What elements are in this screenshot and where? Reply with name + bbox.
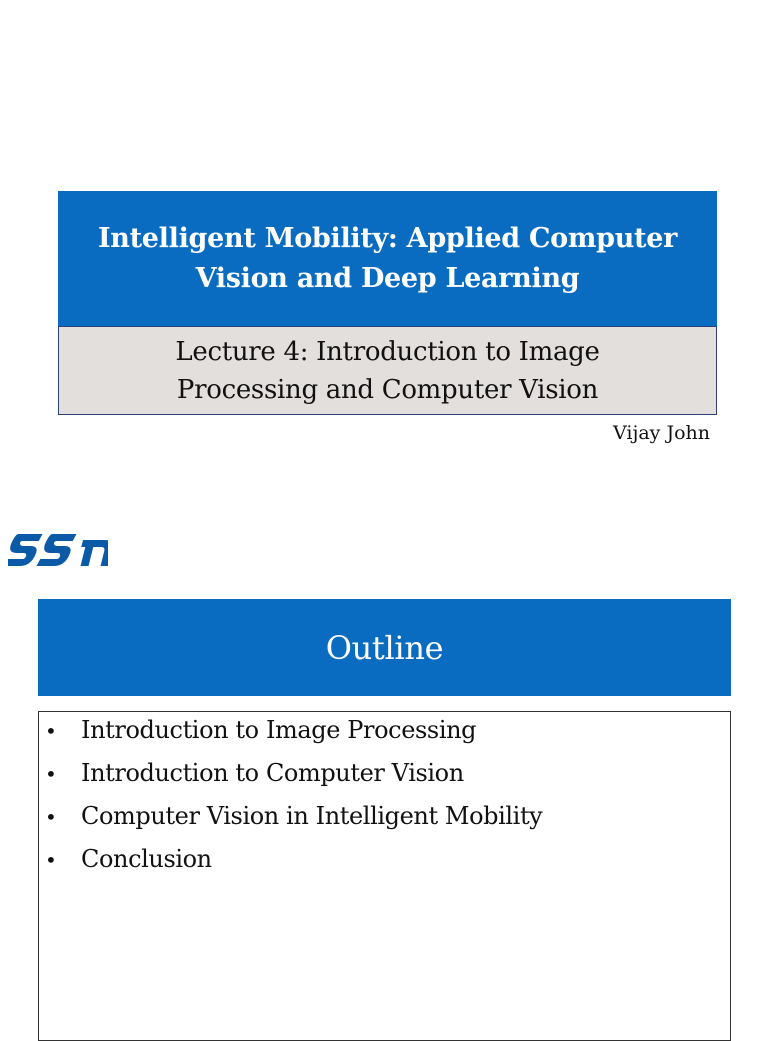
outline-item-text: Conclusion: [81, 845, 212, 873]
outline-content-box: [38, 711, 731, 1041]
bullet-icon: •: [45, 762, 57, 786]
bullet-icon: •: [45, 848, 57, 872]
outline-item: [39, 716, 730, 759]
outline-banner: [38, 599, 731, 696]
lecture-subtitle-box: [58, 326, 717, 415]
outline-list: [39, 716, 730, 888]
ssn-logo-graphic: [8, 528, 108, 572]
ssn-logo: [8, 528, 108, 572]
outline-item-text: Introduction to Image Processing: [81, 716, 477, 744]
outline-item: [39, 845, 730, 888]
lecture-subtitle-line-2: Processing and Computer Vision: [176, 374, 599, 405]
outline-item-text: Computer Vision in Intelligent Mobility: [81, 802, 543, 830]
bullet-icon: •: [45, 719, 57, 743]
lecture-subtitle: [175, 333, 599, 409]
title-banner: [58, 191, 717, 326]
author-name: Vijay John: [613, 422, 710, 444]
slide-title-line-1: Intelligent Mobility: Applied Computer: [97, 222, 678, 254]
bullet-icon: •: [45, 805, 57, 829]
lecture-subtitle-line-1: Lecture 4: Introduction to Image: [175, 336, 600, 367]
outline-item: [39, 759, 730, 802]
outline-item-text: Introduction to Computer Vision: [81, 759, 464, 787]
slide-title-line-2: Vision and Deep Learning: [195, 262, 580, 294]
outline-heading: Outline: [325, 628, 444, 667]
outline-item: [39, 802, 730, 845]
slide-title: [98, 219, 677, 299]
